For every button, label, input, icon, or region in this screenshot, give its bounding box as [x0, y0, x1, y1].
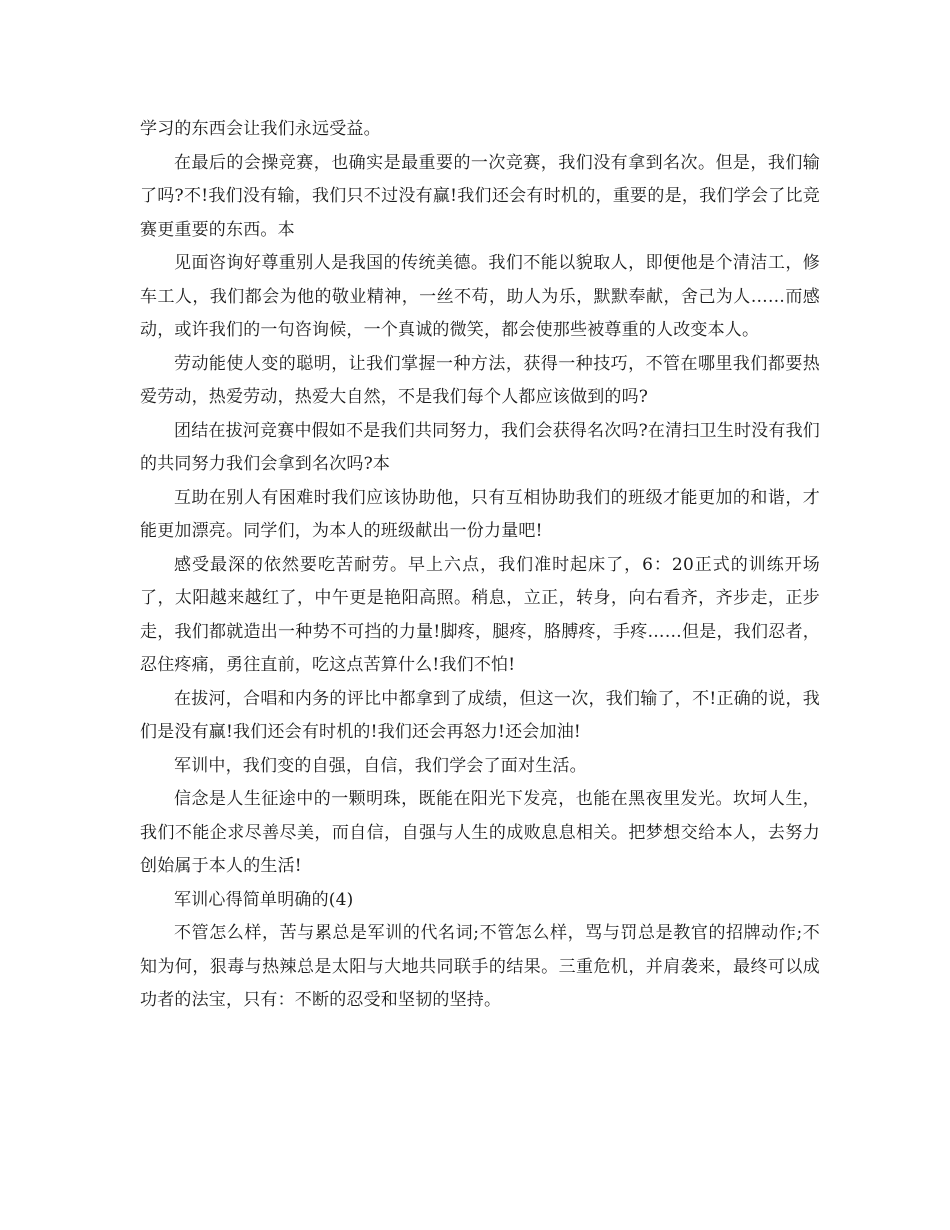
document-body — [140, 113, 820, 1018]
section-heading: 军训心得简单明确的(4) — [174, 889, 354, 910]
paragraph-1: 学习的东西会让我们永远受益。 — [140, 119, 381, 139]
paragraph-5: 团结在拔河竞赛中假如不是我们共同努力，我们会获得名次吗?在清扫卫生时没有我们的共同努力我们会拿到名次吗?本 — [140, 420, 820, 474]
paragraph-2: 在最后的会操竞赛，也确实是最重要的一次竞赛，我们没有拿到名次。但是，我们输了吗?不!我们没有输，我们只不过没有赢!我们还会有时机的，重要的是，我们学会了比竞赛更重要的东西。本 — [140, 152, 820, 240]
paragraph-4: 劳动能使人变的聪明，让我们掌握一种方法，获得一种技巧，不管在哪里我们都要热爱劳动，热爱劳动，热爱大自然，不是我们每个人都应该做到的吗? — [140, 353, 820, 407]
paragraph-6: 互助在别人有困难时我们应该协助他，只有互相协助我们的班级才能更加的和谐，才能更加漂亮。同学们，为本人的班级献出一份力量吧! — [140, 487, 820, 541]
paragraph-10: 信念是人生征途中的一颗明珠，既能在阳光下发亮，也能在黑夜里发光。坎坷人生，我们不能企求尽善尽美，而自信，自强与人生的成败息息相关。把梦想交给本人，去努力创始属于本人的生活! — [140, 789, 820, 876]
paragraph-3: 见面咨询好尊重别人是我国的传统美德。我们不能以貌取人，即便他是个清洁工，修车工人，我们都会为他的敬业精神，一丝不苟，助人为乐，默默奉献，舍己为人……而感动，或许我们的一句咨询候，一个真诚的微笑，都会使那些被尊重的人改变本人。 — [140, 253, 820, 340]
paragraph-12: 不管怎么样，苦与累总是军训的代名词;不管怎么样，骂与罚总是教官的招牌动作;不知为何，狠毒与热辣总是太阳与大地共同联手的结果。三重危机，并肩袭来，最终可以成功者的法宝，只有：不断的忍受和坚韧的坚持。 — [140, 923, 820, 1010]
paragraph-7: 感受最深的依然要吃苦耐劳。早上六点，我们准时起床了，6：20正式的训练开场了，太阳越来越红了，中午更是艳阳高照。稍息，立正，转身，向右看齐，齐步走，正步走，我们都就造出一种势不可挡的力量!脚疼，腿疼，胳膊疼，手疼……但是，我们忍者，忍住疼痛，勇往直前，吃这点苦算什么!我们不怕! — [140, 554, 820, 675]
paragraph-8: 在拔河，合唱和内务的评比中都拿到了成绩，但这一次，我们输了，不!正确的说，我们是没有赢!我们还会有时机的!我们还会再怒力!还会加油! — [140, 688, 820, 742]
paragraph-9: 军训中，我们变的自强，自信，我们学会了面对生活。 — [174, 755, 587, 776]
